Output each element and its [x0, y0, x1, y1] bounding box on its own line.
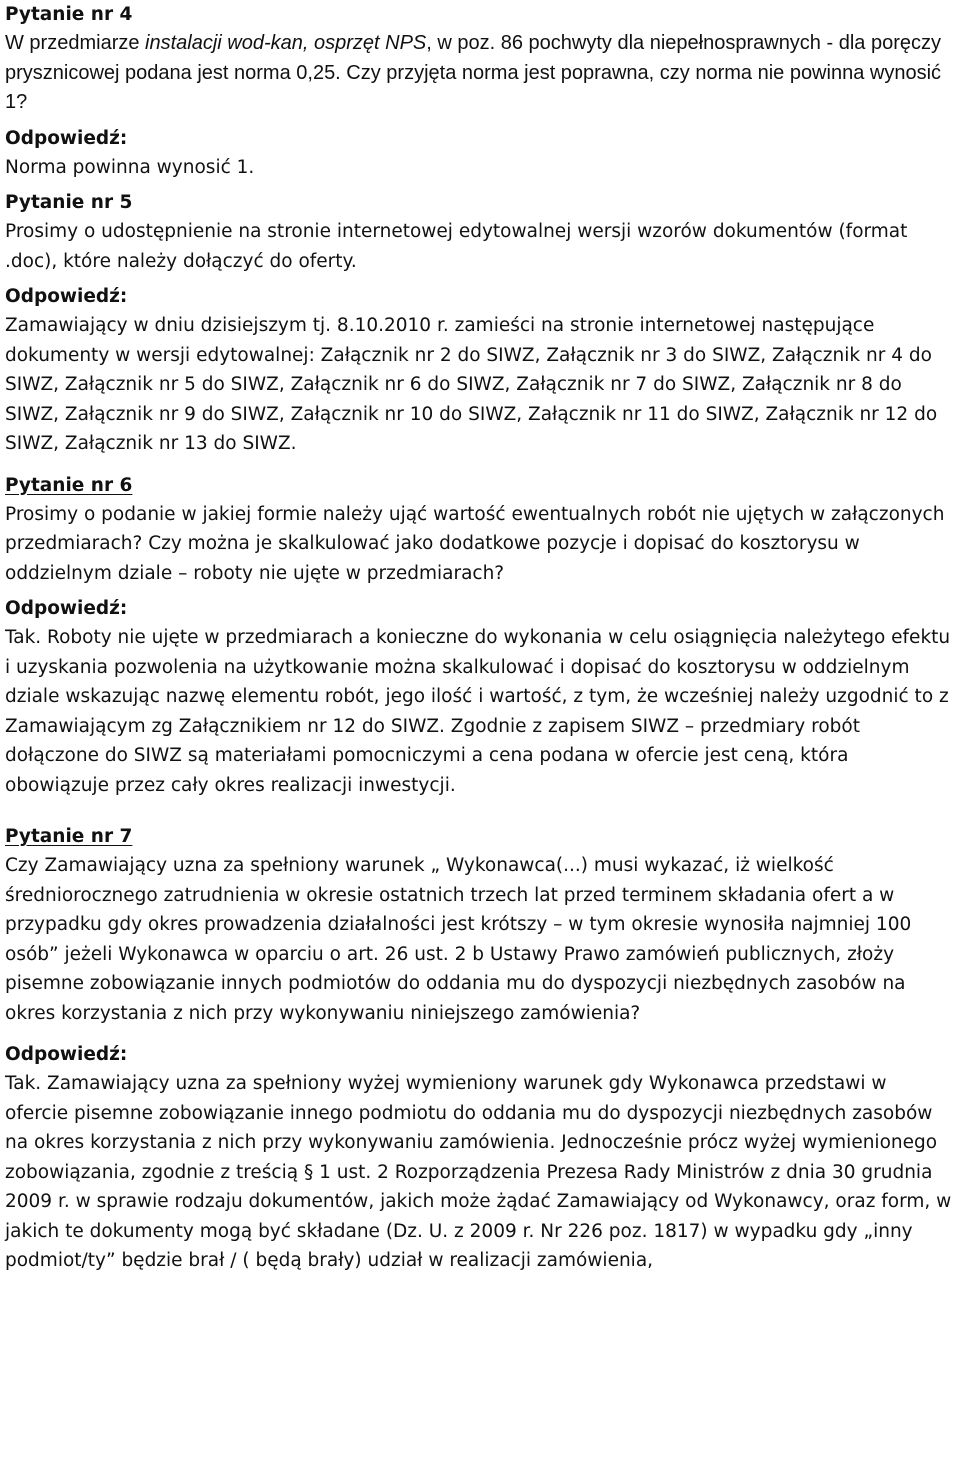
question-6-answer-label: Odpowiedź:	[5, 598, 128, 619]
question-4	[5, 0, 955, 182]
question-7	[5, 822, 955, 1276]
question-7-text: Czy Zamawiający uzna za spełniony warunek „ Wykonawca(...) musi wykazać, iż wielkość średniorocznego zatrudnienia w okresie ostatnich trzech lat przed terminem składania ofert a w przypadku gdy okres prowadzenia działalności jest krótszy – w tym okresie wynosiła najmniej 100 osób” jeżeli Wykonawca w oparciu o art. 26 ust. 2 b Ustawy Prawo zamówień publicznych, złoży pisemne zobowiązanie innych podmiotów do oddania mu do dyspozycji niezbędnych zasobów na okres korzystania z nich przy wykonywaniu niniejszego zamówienia?	[5, 855, 912, 1024]
question-7-answer: Tak. Zamawiający uzna za spełniony wyżej wymieniony warunek gdy Wykonawca przedstawi w ofercie pisemne zobowiązanie innego podmiotu do oddania mu do dyspozycji niezbędnych zasobów na okres korzystania z nich przy wykonywaniu zamówienia. Jednocześnie prócz wyżej wymienionego zobowiązania, zgodnie z treścią § 1 ust. 2 Rozporządzenia Prezesa Rady Ministrów z dnia 30 grudnia 2009 r. w sprawie rodzaju dokumentów, jakich może żądać Zamawiający od Wykonawcy, oraz form, w jakich te dokumenty mogą być składane (Dz. U. z 2009 r. Nr 226 poz. 1817) w wypadku gdy „inny podmiot/ty” będzie brał / ( będą brały) udział w realizacji zamówienia,	[5, 1073, 952, 1271]
question-6-text: Prosimy o podanie w jakiej formie należy ująć wartość ewentualnych robót nie ujętych w załączonych przedmiarach? Czy można je skalkulować jako dodatkowe pozycje i dopisać do kosztorysu w oddzielnym dziale – roboty nie ujęte w przedmiarach?	[5, 503, 945, 584]
question-5	[5, 188, 955, 459]
question-6-answer: Tak. Roboty nie ujęte w przedmiarach a konieczne do wykonania w celu osiągnięcia należytego efektu i uzyskania pozwolenia na użytkowanie można skalkulować i dopisać do kosztorysu w oddzielnym dziale wskazując nazwę elementu robót, jego ilość i wartość, z tym, że wcześniej należy uzgodnić to z Zamawiającym zg Załącznikiem nr 12 do SIWZ. Zgodnie z zapisem SIWZ – przedmiary robót dołączone do SIWZ są materiałami pomocniczymi a cena podana w ofercie jest ceną, która obowiązuje przez cały okres realizacji inwestycji.	[5, 627, 951, 796]
question-6	[5, 471, 955, 801]
question-4-answer: Norma powinna wynosić 1.	[5, 156, 255, 178]
question-7-title: Pytanie nr 7	[5, 826, 133, 847]
question-4-text-part1: W przedmiarze	[5, 32, 146, 54]
question-5-answer: Zamawiający w dniu dzisiejszym tj. 8.10.2010 r. zamieści na stronie internetowej następujące dokumenty w wersji edytowalnej: Załącznik nr 2 do SIWZ, Załącznik nr 3 do SIWZ, Załącznik nr 4 do SIWZ, Załącznik nr 5 do SIWZ, Załącznik nr 6 do SIWZ, Załącznik nr 7 do SIWZ, Załącznik nr 8 do SIWZ, Załącznik nr 9 do SIWZ, Załącznik nr 10 do SIWZ, Załącznik nr 11 do SIWZ, Załącznik nr 12 do SIWZ, Załącznik nr 13 do SIWZ.	[5, 315, 938, 454]
question-4-text-part3: , w poz. 86 pochwyty dla niepełnosprawnych - dla poręczy prysznicowej podana jest norma 0,25. Czy przyjęta norma jest poprawna, czy norma nie powinna wynosić 1?	[5, 32, 942, 113]
question-6-title: Pytanie nr 6	[5, 474, 133, 496]
document-page	[5, 0, 955, 1276]
question-4-text-italic: instalacji wod-kan, osprzęt NPS	[145, 32, 427, 54]
question-4-text	[5, 29, 955, 118]
question-5-answer-label: Odpowiedź:	[5, 286, 128, 307]
question-7-answer-label: Odpowiedź:	[5, 1044, 128, 1065]
question-5-title: Pytanie nr 5	[5, 192, 133, 213]
question-4-title: Pytanie nr 4	[5, 4, 133, 25]
question-5-text: Prosimy o udostępnienie na stronie internetowej edytowalnej wersji wzorów dokumentów (format .doc), które należy dołączyć do oferty.	[5, 221, 908, 272]
question-4-answer-label: Odpowiedź:	[5, 127, 128, 149]
